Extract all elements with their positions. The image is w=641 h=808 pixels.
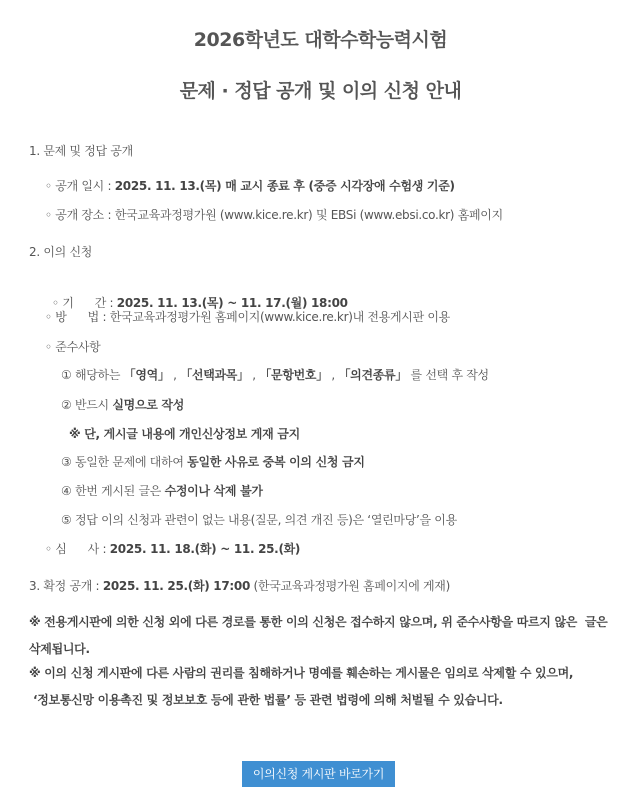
rule-2: [61, 396, 184, 413]
rule-1-question-number: 「문항번호」: [259, 368, 328, 382]
review-period-label: ◦ 심 사 :: [45, 542, 110, 556]
page-subtitle: 문제 · 정답 공개 및 이의 신청 안내: [179, 80, 462, 102]
disclosure-date: [45, 177, 455, 194]
objection-period-label: ◦ 기 간 :: [52, 296, 117, 310]
objection-period: [45, 280, 348, 311]
section-3-label: 3. 확정 공개 :: [29, 579, 103, 593]
rule-4-text: ④ 한번 게시된 글은: [61, 484, 165, 498]
rule-1: [61, 366, 489, 383]
page-title: 2026학년도 대학수학능력시험: [193, 29, 448, 51]
notice-2-line-2: ‘정보통신망 이용촉진 및 정보보호 등에 관한 법률’ 등 관련 법령에 의해 처벌될 수 있습니다.: [33, 693, 503, 707]
rules-label: ◦ 준수사항: [45, 340, 101, 354]
rule-2-text: ② 반드시: [61, 398, 113, 412]
review-period: [45, 540, 300, 557]
rule-1-suffix: 를 선택 후 작성: [407, 368, 489, 382]
rule-1-sep-2: ,: [248, 368, 260, 382]
rule-1-sep-1: ,: [169, 368, 181, 382]
rule-4-bold: 수정이나 삭제 불가: [164, 484, 263, 498]
rule-2-bold: 실명으로 작성: [112, 398, 185, 412]
objection-period-value: 2025. 11. 13.(목) ~ 11. 17.(월) 18:00: [116, 296, 348, 310]
objection-board-button[interactable]: 이의신청 게시판 바로가기: [242, 761, 395, 787]
rule-1-area: 「영역」: [123, 368, 170, 382]
rule-1-text: ① 해당하는: [61, 368, 124, 382]
notice-1-line-2: 삭제됩니다.: [29, 642, 90, 656]
section-2-heading: 2. 이의 신청: [29, 245, 93, 259]
section-3-value: 2025. 11. 25.(화) 17:00: [102, 579, 250, 593]
rule-1-opinion-type: 「의견종류」: [338, 368, 408, 382]
notice-1-line-1: ※ 전용게시판에 의한 신청 외에 다른 경로를 통한 이의 신청은 접수하지 않으며, 위 준수사항을 따르지 않은 글은: [29, 615, 608, 629]
disclosure-place: ◦ 공개 장소 : 한국교육과정평가원 (www.kice.re.kr) 및 EBSi (www.ebsi.co.kr) 홈페이지: [45, 208, 503, 222]
section-3: [29, 577, 450, 594]
rule-1-subject: 「선택과목」: [180, 368, 249, 382]
objection-method: ◦ 방 법 : 한국교육과정평가원 홈페이지(www.kice.re.kr)내 전용게시판 이용: [45, 310, 450, 324]
rule-3-text: ③ 동일한 문제에 대하여: [61, 455, 188, 469]
section-1-heading: 1. 문제 및 정답 공개: [29, 144, 133, 158]
disclosure-date-label: ◦ 공개 일시 :: [45, 179, 115, 193]
section-3-suffix: (한국교육과정평가원 홈페이지에 게재): [250, 579, 450, 593]
rule-3: [61, 453, 365, 470]
rule-5: ⑤ 정답 이의 신청과 관련이 없는 내용(질문, 의견 개진 등)은 ‘열린마당’을 이용: [61, 513, 457, 527]
rule-2-note: ※ 단, 게시글 내용에 개인신상정보 게재 금지: [69, 427, 300, 441]
rule-1-sep-3: ,: [327, 368, 339, 382]
review-period-value: 2025. 11. 18.(화) ~ 11. 25.(화): [109, 542, 301, 556]
notice-2-line-1: ※ 이의 신청 게시판에 다른 사람의 권리를 침해하거나 명예를 훼손하는 게시물은 임의로 삭제할 수 있으며,: [29, 666, 574, 680]
rule-3-bold: 동일한 사유로 중복 이의 신청 금지: [187, 455, 365, 469]
disclosure-date-value: 2025. 11. 13.(목) 매 교시 종료 후 (중증 시각장애 수험생 기준): [114, 179, 455, 193]
rule-4: [61, 482, 263, 499]
